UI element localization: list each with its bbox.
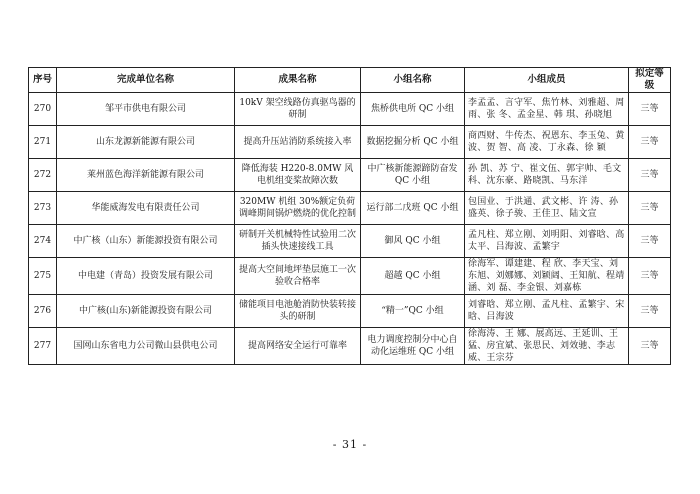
row-number: 276 [29,295,57,328]
row-number: 275 [29,258,57,295]
header-unit: 完成单位名称 [57,68,235,93]
grade: 三等 [629,126,671,159]
group-members: 孟凡柱、郑立刚、刘明阳、刘睿晗、高太平、吕海波、孟繁宇 [465,225,629,258]
page-number: - 31 - [332,438,368,451]
group-name: 中广核新能源蹄防奋发 QC 小组 [361,159,465,192]
row-number: 270 [29,93,57,126]
result-name: 320MW 机组 30%额定负荷调峰期间锅炉燃烧的优化控制 [235,192,361,225]
header-result: 成果名称 [235,68,361,93]
result-name: 提高大空间地坪垫层施工一次验收合格率 [235,258,361,295]
table-row [29,159,671,192]
header-grade: 拟定等级 [629,68,671,93]
result-name: 提高升压站消防系统接入率 [235,126,361,159]
unit-name: 山东龙源新能源有限公司 [57,126,235,159]
row-number: 274 [29,225,57,258]
group-name: “精一”QC 小组 [361,295,465,328]
group-members: 商西财、牛传杰、祝恩东、李玉兔、黄 波、贺 智、高 凌、丁永森、徐 颖 [465,126,629,159]
group-name: 御风 QC 小组 [361,225,465,258]
group-name: 数据挖掘分析 QC 小组 [361,126,465,159]
group-members: 徐海涛、王 娜、展高远、王延训、王 猛、房宜斌、张思民、刘效驰、李志威、王宗芬 [465,328,629,365]
result-name: 提高网络安全运行可靠率 [235,328,361,365]
table-row [29,192,671,225]
group-name: 焦桥供电所 QC 小组 [361,93,465,126]
row-number: 271 [29,126,57,159]
header-row [29,68,671,93]
table-row [29,258,671,295]
header-group: 小组名称 [361,68,465,93]
group-members: 李孟孟、言守军、焦竹林、刘雅超、周 雨、张 冬、孟金星、韩 琪、孙晓旭 [465,93,629,126]
unit-name: 中广核(山东)新能源投资有限公司 [57,295,235,328]
row-number: 273 [29,192,57,225]
group-name: 运行部二戊班 QC 小组 [361,192,465,225]
unit-name: 莱州蓝色海洋新能源有限公司 [57,159,235,192]
result-name: 研制开关机械特性试验用二次插头快速接线工具 [235,225,361,258]
grade: 三等 [629,159,671,192]
results-sheet [28,67,670,365]
table-row [29,225,671,258]
table-row [29,126,671,159]
grade: 三等 [629,328,671,365]
grade: 三等 [629,93,671,126]
group-members: 包国业、于洪通、武文彬、许 涛、孙盛英、徐子骏、王佳卫、陆文宣 [465,192,629,225]
table-row [29,93,671,126]
unit-name: 邹平市供电有限公司 [57,93,235,126]
group-members: 徐海军、谭建建、程 欣、李天宝、刘东旭、刘娜娜、刘颖阔、王知航、程靖涵、刘 磊、李金银、刘嘉栋 [465,258,629,295]
grade: 三等 [629,295,671,328]
unit-name: 中广核（山东）新能源投资有限公司 [57,225,235,258]
result-name: 储能项目电池舱消防快装转接头的研制 [235,295,361,328]
grade: 三等 [629,192,671,225]
results-table [28,67,671,365]
unit-name: 国网山东省电力公司微山县供电公司 [57,328,235,365]
row-number: 277 [29,328,57,365]
grade: 三等 [629,225,671,258]
result-name: 降低海装 H220-8.0MW 风电机组变桨故障次数 [235,159,361,192]
result-name: 10kV 架空线路仿真驱鸟器的研制 [235,93,361,126]
group-members: 孙 凯、苏 宁、崔文伍、郭宇帅、毛文科、沈东豪、路晓凯、马东洋 [465,159,629,192]
header-no: 序号 [29,68,57,93]
table-row [29,328,671,365]
grade: 三等 [629,258,671,295]
group-name: 电力调度控制分中心自动化运维班 QC 小组 [361,328,465,365]
group-name: 超越 QC 小组 [361,258,465,295]
header-members: 小组成员 [465,68,629,93]
group-members: 刘睿晗、郑立刚、孟凡柱、孟繁宇、宋 晗、吕海波 [465,295,629,328]
table-row [29,295,671,328]
row-number: 272 [29,159,57,192]
unit-name: 中电建（青岛）投资发展有限公司 [57,258,235,295]
unit-name: 华能威海发电有限责任公司 [57,192,235,225]
